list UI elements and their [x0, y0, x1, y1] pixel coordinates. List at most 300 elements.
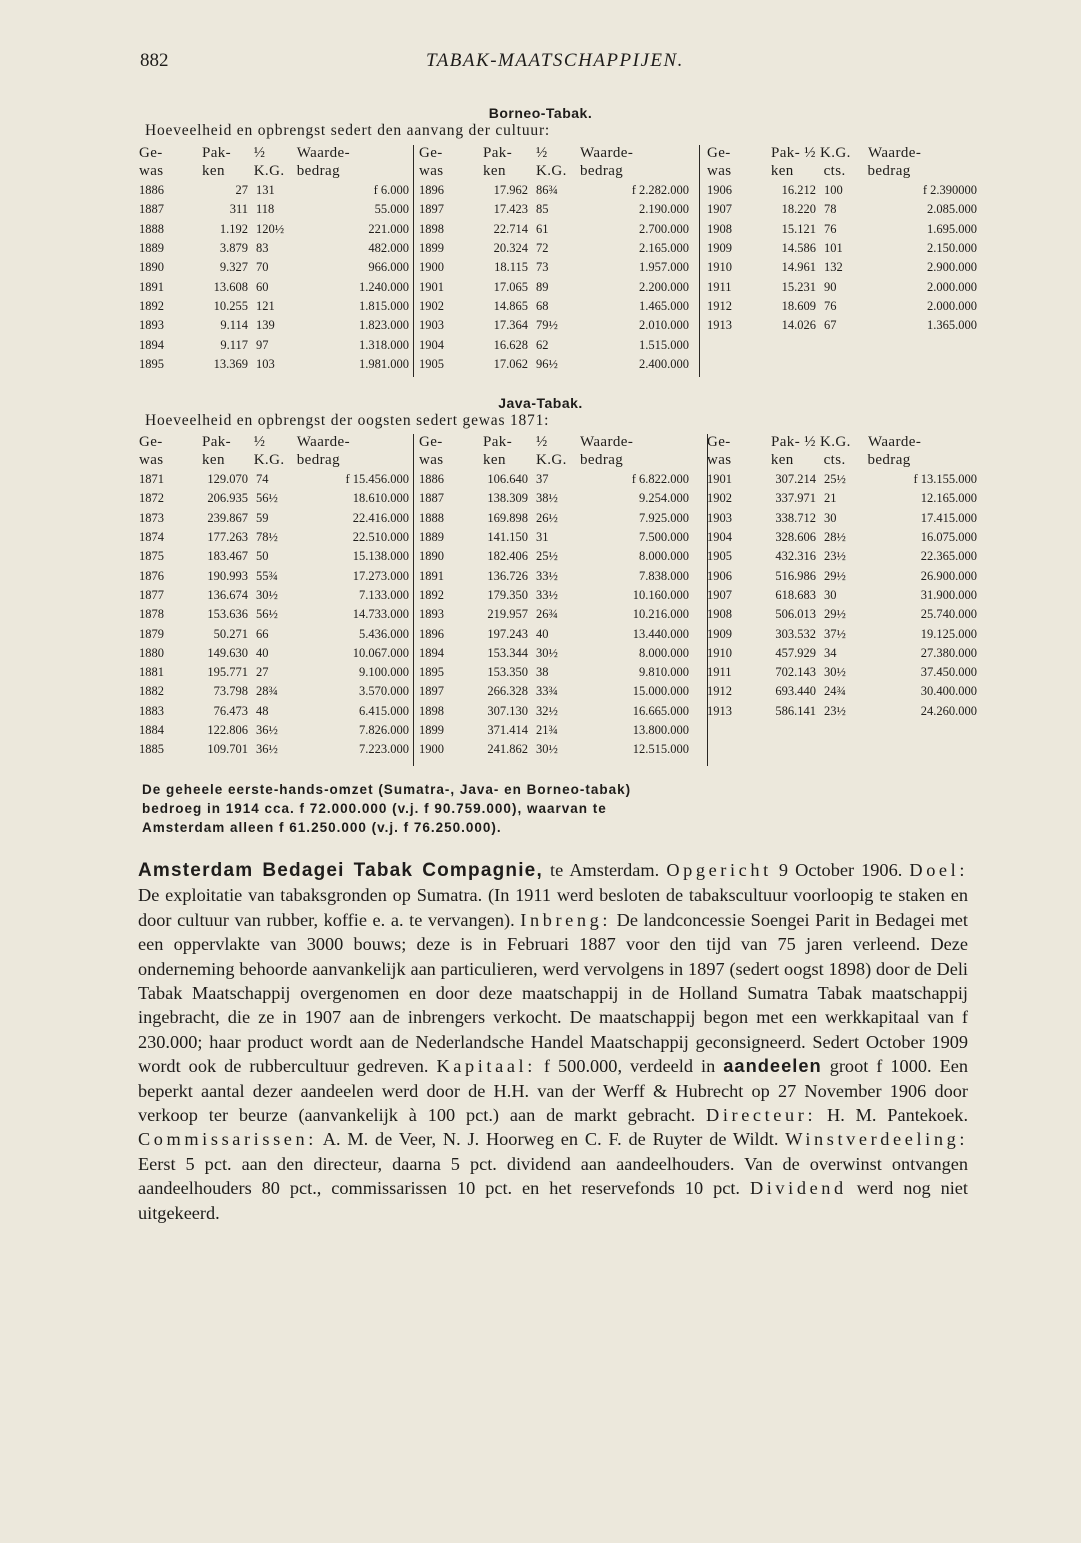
borneo-subtitle: Hoeveelheid en opbrengst sedert den aanvang der cultuur: [145, 122, 551, 139]
year-cell: 1893 [419, 607, 444, 622]
price-cell: 34 [824, 645, 837, 660]
value-cell: 7.925.000 [639, 510, 689, 525]
borneo-table-col1 [139, 145, 409, 374]
table-header-row [419, 434, 696, 452]
packages-cell: 141.150 [487, 530, 528, 545]
price-cell: 85 [536, 202, 549, 217]
column-header: ken [770, 452, 794, 468]
table-row [139, 547, 409, 566]
year-cell: 1899 [419, 723, 444, 737]
price-cell: 79½ [536, 318, 558, 333]
value-cell: 14.733.000 [352, 607, 409, 622]
table-row [139, 220, 409, 239]
column-header: ken [201, 452, 225, 468]
value-cell: 16.075.000 [920, 530, 977, 545]
packages-cell: 307.130 [487, 703, 528, 718]
packages-cell: 106.640 [487, 472, 528, 487]
value-cell: 2.010.000 [639, 318, 689, 333]
year-cell: 1877 [139, 587, 164, 602]
column-header: K.G. [536, 452, 567, 468]
year-cell: 1893 [139, 318, 164, 333]
value-cell: 12.515.000 [632, 742, 689, 757]
column-header: Waarde- [868, 145, 922, 161]
price-cell: 72 [536, 241, 549, 256]
label-opgericht: Opgericht [666, 860, 772, 880]
value-cell: 8.000.000 [639, 645, 689, 660]
price-cell: 59 [256, 510, 269, 525]
column-header: Ge- [707, 434, 731, 450]
year-cell: 1902 [707, 491, 732, 506]
value-cell: 2.700.000 [639, 221, 689, 236]
price-cell: 62 [536, 337, 549, 352]
column-header: Waarde- [580, 434, 634, 450]
value-cell: 1.240.000 [359, 279, 409, 294]
column-header: ken [483, 452, 506, 468]
value-cell: 1.365.000 [927, 318, 977, 333]
label-kapitaal: Kapitaal: [436, 1056, 536, 1077]
label-winstverdeeling: Winstverdeeling: [785, 1129, 968, 1150]
price-cell: 37½ [824, 626, 846, 641]
column-header: ken [483, 163, 506, 179]
value-cell: 1.695.000 [927, 221, 977, 236]
value-cell: 16.665.000 [632, 703, 689, 718]
table-row [707, 644, 982, 663]
value-cell: 37.450.000 [920, 665, 977, 680]
packages-cell: 241.862 [487, 742, 528, 757]
table-row [707, 663, 982, 682]
table-row [419, 355, 696, 374]
year-cell: 1884 [139, 723, 164, 737]
table-row [707, 586, 982, 605]
year-cell: 1913 [707, 703, 732, 718]
value-cell: f 2.390000 [922, 183, 977, 198]
value-cell: 1.465.000 [639, 298, 689, 313]
table-row [419, 547, 696, 566]
year-cell: 1887 [139, 202, 164, 217]
year-cell: 1891 [419, 568, 444, 583]
year-cell: 1911 [707, 279, 732, 294]
table-row [707, 566, 982, 585]
packages-cell: 266.328 [487, 684, 528, 699]
column-header: was [419, 163, 444, 179]
column-header: bedrag [296, 163, 340, 179]
year-cell: 1890 [419, 549, 444, 564]
packages-cell: 693.440 [775, 684, 816, 699]
value-cell: f 13.155.000 [913, 472, 977, 487]
year-cell: 1901 [419, 279, 444, 294]
price-cell: 37 [536, 472, 549, 487]
price-cell: 28½ [824, 530, 846, 545]
value-cell: 15.000.000 [632, 684, 689, 699]
price-cell: 21 [824, 491, 837, 506]
packages-cell: 22.714 [493, 221, 528, 236]
column-header: Pak- [483, 145, 513, 161]
price-cell: 27 [256, 665, 269, 680]
value-cell: 7.826.000 [359, 723, 409, 737]
price-cell: 56½ [256, 491, 278, 506]
price-cell: 83 [256, 241, 269, 256]
price-cell: 97 [256, 337, 269, 352]
label-inbreng: Inbreng: [520, 909, 612, 930]
year-cell: 1886 [139, 183, 164, 198]
table-row [139, 644, 409, 663]
value-cell: 9.254.000 [639, 491, 689, 506]
year-cell: 1883 [139, 703, 164, 718]
price-cell: 73 [536, 260, 549, 275]
table-header-row [419, 163, 696, 181]
price-cell: 67 [824, 318, 837, 333]
table-row [139, 297, 409, 316]
packages-cell: 195.771 [207, 665, 248, 680]
value-cell: 2.190.000 [639, 202, 689, 217]
year-cell: 1891 [139, 279, 164, 294]
column-header: ½ [253, 145, 266, 161]
packages-cell: 3.879 [219, 241, 248, 256]
table-row [707, 316, 982, 335]
value-cell: 22.365.000 [920, 549, 977, 564]
value-cell: 26.900.000 [920, 568, 977, 583]
packages-cell: 122.806 [207, 723, 248, 737]
packages-cell: 219.957 [487, 607, 528, 622]
packages-cell: 197.243 [487, 626, 528, 641]
packages-cell: 337.971 [775, 491, 816, 506]
table-row [419, 624, 696, 643]
value-cell: f 2.282.000 [631, 183, 689, 198]
packages-cell: 14.026 [781, 318, 816, 333]
table-row [707, 682, 982, 701]
table-header-row [419, 452, 696, 470]
price-cell: 33½ [536, 587, 558, 602]
value-cell: 2.400.000 [639, 356, 689, 371]
value-cell: 2.165.000 [639, 241, 689, 256]
table-row [139, 489, 409, 508]
table-row [139, 566, 409, 585]
table-header-row [707, 163, 982, 181]
table-row [139, 624, 409, 643]
java-table-col1 [139, 434, 409, 759]
java-table-col3 [707, 434, 982, 721]
price-cell: 132 [824, 260, 843, 275]
column-header: ½ [536, 145, 548, 161]
value-cell: 8.000.000 [639, 549, 689, 564]
year-cell: 1903 [707, 510, 732, 525]
price-cell: 74 [256, 472, 269, 487]
table-row [707, 220, 982, 239]
value-cell: 10.067.000 [352, 645, 409, 660]
packages-cell: 18.115 [494, 260, 528, 275]
turnover-summary [142, 780, 982, 837]
year-cell: 1900 [419, 742, 444, 757]
table-row [419, 220, 696, 239]
price-cell: 120½ [256, 221, 285, 236]
table-row [419, 566, 696, 585]
table-row [707, 489, 982, 508]
price-cell: 78 [824, 202, 837, 217]
table-row [707, 470, 982, 489]
year-cell: 1906 [707, 183, 732, 198]
packages-cell: 586.141 [775, 703, 816, 718]
price-cell: 38½ [536, 491, 558, 506]
price-cell: 40 [536, 626, 549, 641]
value-cell: 22.510.000 [352, 530, 409, 545]
value-cell: 2.900.000 [927, 260, 977, 275]
price-cell: 23½ [824, 549, 846, 564]
column-header: K.G. [536, 163, 567, 179]
table-row [707, 702, 982, 721]
price-cell: 90 [824, 279, 837, 294]
table-row [419, 335, 696, 354]
year-cell: 1905 [419, 356, 444, 371]
year-cell: 1896 [419, 626, 444, 641]
borneo-title: Borneo-Tabak. [488, 105, 593, 121]
value-cell: 482.000 [368, 241, 409, 256]
table-row [419, 470, 696, 489]
column-header: cts. [823, 163, 846, 179]
table-row [419, 586, 696, 605]
price-cell: 101 [824, 241, 843, 256]
year-cell: 1876 [139, 568, 164, 583]
java-title: Java-Tabak. [498, 395, 583, 411]
column-header: Pak- ½ K.G. [771, 145, 851, 161]
packages-cell: 13.608 [213, 279, 248, 294]
packages-cell: 506.013 [775, 607, 816, 622]
price-cell: 25½ [536, 549, 558, 564]
table-row [707, 200, 982, 219]
packages-cell: 9.327 [219, 260, 248, 275]
price-cell: 89 [536, 279, 549, 294]
packages-cell: 10.255 [213, 298, 248, 313]
value-cell: 5.436.000 [359, 626, 409, 641]
year-cell: 1888 [139, 221, 164, 236]
table-row [419, 181, 696, 200]
table-row [139, 277, 409, 296]
value-cell: 2.150.000 [927, 241, 977, 256]
packages-cell: 16.628 [493, 337, 528, 352]
packages-cell: 153.344 [487, 645, 528, 660]
company-entry [138, 858, 968, 1225]
column-divider [699, 145, 700, 377]
packages-cell: 371.414 [487, 723, 528, 737]
year-cell: 1898 [419, 703, 444, 718]
price-cell: 32½ [536, 703, 558, 718]
doel-text: De exploitatie van tabaksgronden op Sumatra. (In 1911 werd besloten de tabakscultuur voorloopig te staken en door cultuur van rubber, koffie e. a. te vervangen). [138, 885, 968, 930]
value-cell: f 6.000 [373, 183, 409, 198]
year-cell: 1889 [419, 530, 444, 545]
year-cell: 1898 [419, 221, 444, 236]
dividend-text: werd nog niet uitgekeerd. [138, 1178, 968, 1223]
packages-cell: 136.726 [487, 568, 528, 583]
table-header-row [707, 452, 982, 470]
value-cell: 15.138.000 [352, 549, 409, 564]
packages-cell: 618.683 [775, 587, 816, 602]
table-row [707, 181, 982, 200]
column-header: Waarde- [296, 145, 351, 161]
year-cell: 1906 [707, 568, 732, 583]
column-header: Pak- ½ K.G. [771, 434, 851, 450]
java-table-col2 [419, 434, 696, 759]
price-cell: 61 [536, 221, 549, 236]
table-row [419, 702, 696, 721]
year-cell: 1908 [707, 607, 732, 622]
year-cell: 1880 [139, 645, 164, 660]
table-row [139, 605, 409, 624]
aandeelen-term: aandeelen [723, 1055, 822, 1077]
price-cell: 30½ [256, 587, 278, 602]
year-cell: 1879 [139, 626, 164, 641]
company-paragraph [138, 858, 968, 1225]
year-cell: 1871 [139, 472, 164, 487]
column-header: cts. [823, 452, 846, 468]
year-cell: 1913 [707, 318, 732, 333]
packages-cell: 9.114 [220, 318, 248, 333]
price-cell: 29½ [824, 607, 846, 622]
year-cell: 1909 [707, 241, 732, 256]
packages-cell: 18.220 [781, 202, 816, 217]
price-cell: 139 [256, 318, 275, 333]
value-cell: 19.125.000 [920, 626, 977, 641]
value-cell: 7.223.000 [359, 742, 409, 757]
table-row [419, 489, 696, 508]
winstverdeeling-text: Eerst 5 pct. aan den directeur, daarna 5 pct. dividend aan aandeelhouders. Van de overwinst ontvangen aandeelhouders 80 pct., commissarissen 10 pct. en het reservefonds 10 pct. [138, 1153, 968, 1199]
year-cell: 1904 [419, 337, 444, 352]
year-cell: 1894 [419, 645, 444, 660]
table-row [139, 682, 409, 701]
packages-cell: 136.674 [207, 587, 248, 602]
value-cell: 1.318.000 [359, 337, 409, 352]
commissarissen-text: A. M. de Veer, N. J. Hoorweg en C. F. de Ruyter de Wildt. [316, 1129, 786, 1150]
table-row [139, 335, 409, 354]
year-cell: 1875 [139, 549, 164, 564]
price-cell: 36½ [256, 723, 278, 737]
packages-cell: 17.065 [493, 279, 528, 294]
price-cell: 30½ [536, 742, 558, 757]
company-name: Amsterdam Bedagei Tabak Compagnie, [138, 860, 543, 881]
price-cell: 25½ [824, 472, 846, 487]
year-cell: 1910 [707, 645, 732, 660]
running-title: TABAK-MAATSCHAPPIJEN. [426, 50, 684, 71]
year-cell: 1905 [707, 549, 732, 564]
table-row [139, 355, 409, 374]
running-header [140, 50, 970, 76]
column-header: bedrag [580, 452, 624, 468]
column-header: K.G. [253, 163, 285, 179]
java-subtitle: Hoeveelheid en opbrengst der oogsten sedert gewas 1871: [145, 412, 550, 429]
price-cell: 30 [824, 510, 837, 525]
packages-cell: 179.350 [487, 587, 528, 602]
borneo-table-col2 [419, 145, 696, 374]
packages-cell: 311 [229, 202, 248, 217]
value-cell: 2.000.000 [927, 298, 977, 313]
packages-cell: 432.316 [775, 549, 816, 564]
table-row [139, 702, 409, 721]
price-cell: 68 [536, 298, 549, 313]
year-cell: 1897 [419, 684, 444, 699]
table-row [707, 239, 982, 258]
column-header: K.G. [253, 452, 285, 468]
column-header: bedrag [867, 452, 911, 468]
price-cell: 33¾ [536, 684, 558, 699]
price-cell: 30 [824, 587, 837, 602]
packages-cell: 702.143 [775, 665, 816, 680]
year-cell: 1889 [139, 241, 164, 256]
table-header-row [139, 452, 409, 470]
column-header: Pak- [201, 434, 232, 450]
year-cell: 1907 [707, 587, 732, 602]
packages-cell: 206.935 [207, 491, 248, 506]
value-cell: 2.200.000 [639, 279, 689, 294]
year-cell: 1892 [139, 298, 164, 313]
price-cell: 121 [256, 298, 275, 313]
opgericht-text: 9 October 1906. [771, 860, 910, 880]
packages-cell: 303.532 [775, 626, 816, 641]
packages-cell: 183.467 [207, 549, 248, 564]
price-cell: 131 [256, 183, 275, 198]
table-header-row [139, 163, 409, 181]
packages-cell: 182.406 [487, 549, 528, 564]
value-cell: 24.260.000 [920, 703, 977, 718]
value-cell: 12.165.000 [920, 491, 977, 506]
year-cell: 1885 [139, 742, 164, 757]
packages-cell: 169.898 [487, 510, 528, 525]
value-cell: 2.000.000 [927, 279, 977, 294]
value-cell: 31.900.000 [920, 587, 977, 602]
year-cell: 1890 [139, 260, 164, 275]
column-header: Ge- [139, 434, 163, 450]
packages-cell: 328.606 [775, 530, 816, 545]
packages-cell: 14.865 [493, 298, 528, 313]
value-cell: 7.838.000 [639, 568, 689, 583]
table-row [707, 605, 982, 624]
table-row [707, 547, 982, 566]
packages-cell: 73.798 [213, 684, 248, 699]
label-commissarissen: Commissarissen: [138, 1129, 317, 1150]
price-cell: 33½ [536, 568, 558, 583]
packages-cell: 27 [235, 183, 248, 198]
year-cell: 1892 [419, 587, 444, 602]
packages-cell: 50.271 [213, 626, 248, 641]
column-divider [413, 145, 414, 377]
kapitaal-text-2: groot f 1000. Een beperkt aantal dezer aandeelen werd door de H.H. van der Werff & Hubrecht op 27 November 1906 door verkoop ter beurze (aanvankelijk à 100 pct.) aan de markt gebracht. [138, 1056, 968, 1126]
value-cell: 221.000 [368, 221, 409, 236]
column-header: was [707, 452, 732, 468]
packages-cell: 190.993 [207, 568, 248, 583]
packages-cell: 16.212 [781, 183, 816, 198]
year-cell: 1912 [707, 684, 732, 699]
value-cell: 7.500.000 [639, 530, 689, 545]
year-cell: 1878 [139, 607, 164, 622]
table-row [707, 277, 982, 296]
value-cell: 10.216.000 [632, 607, 689, 622]
packages-cell: 9.117 [220, 337, 248, 352]
value-cell: f 6.822.000 [631, 472, 689, 487]
table-row [419, 258, 696, 277]
column-header: was [139, 452, 164, 468]
year-cell: 1872 [139, 491, 164, 506]
price-cell: 56½ [256, 607, 278, 622]
packages-cell: 17.062 [493, 356, 528, 371]
table-row [419, 509, 696, 528]
packages-cell: 20.324 [493, 241, 528, 256]
column-header: was [419, 452, 444, 468]
packages-cell: 307.214 [775, 472, 816, 487]
column-header: Ge- [419, 145, 443, 161]
column-header: Ge- [139, 145, 163, 161]
year-cell: 1904 [707, 530, 732, 545]
packages-cell: 17.423 [493, 202, 528, 217]
price-cell: 48 [256, 703, 269, 718]
packages-cell: 76.473 [213, 703, 248, 718]
table-row [707, 509, 982, 528]
